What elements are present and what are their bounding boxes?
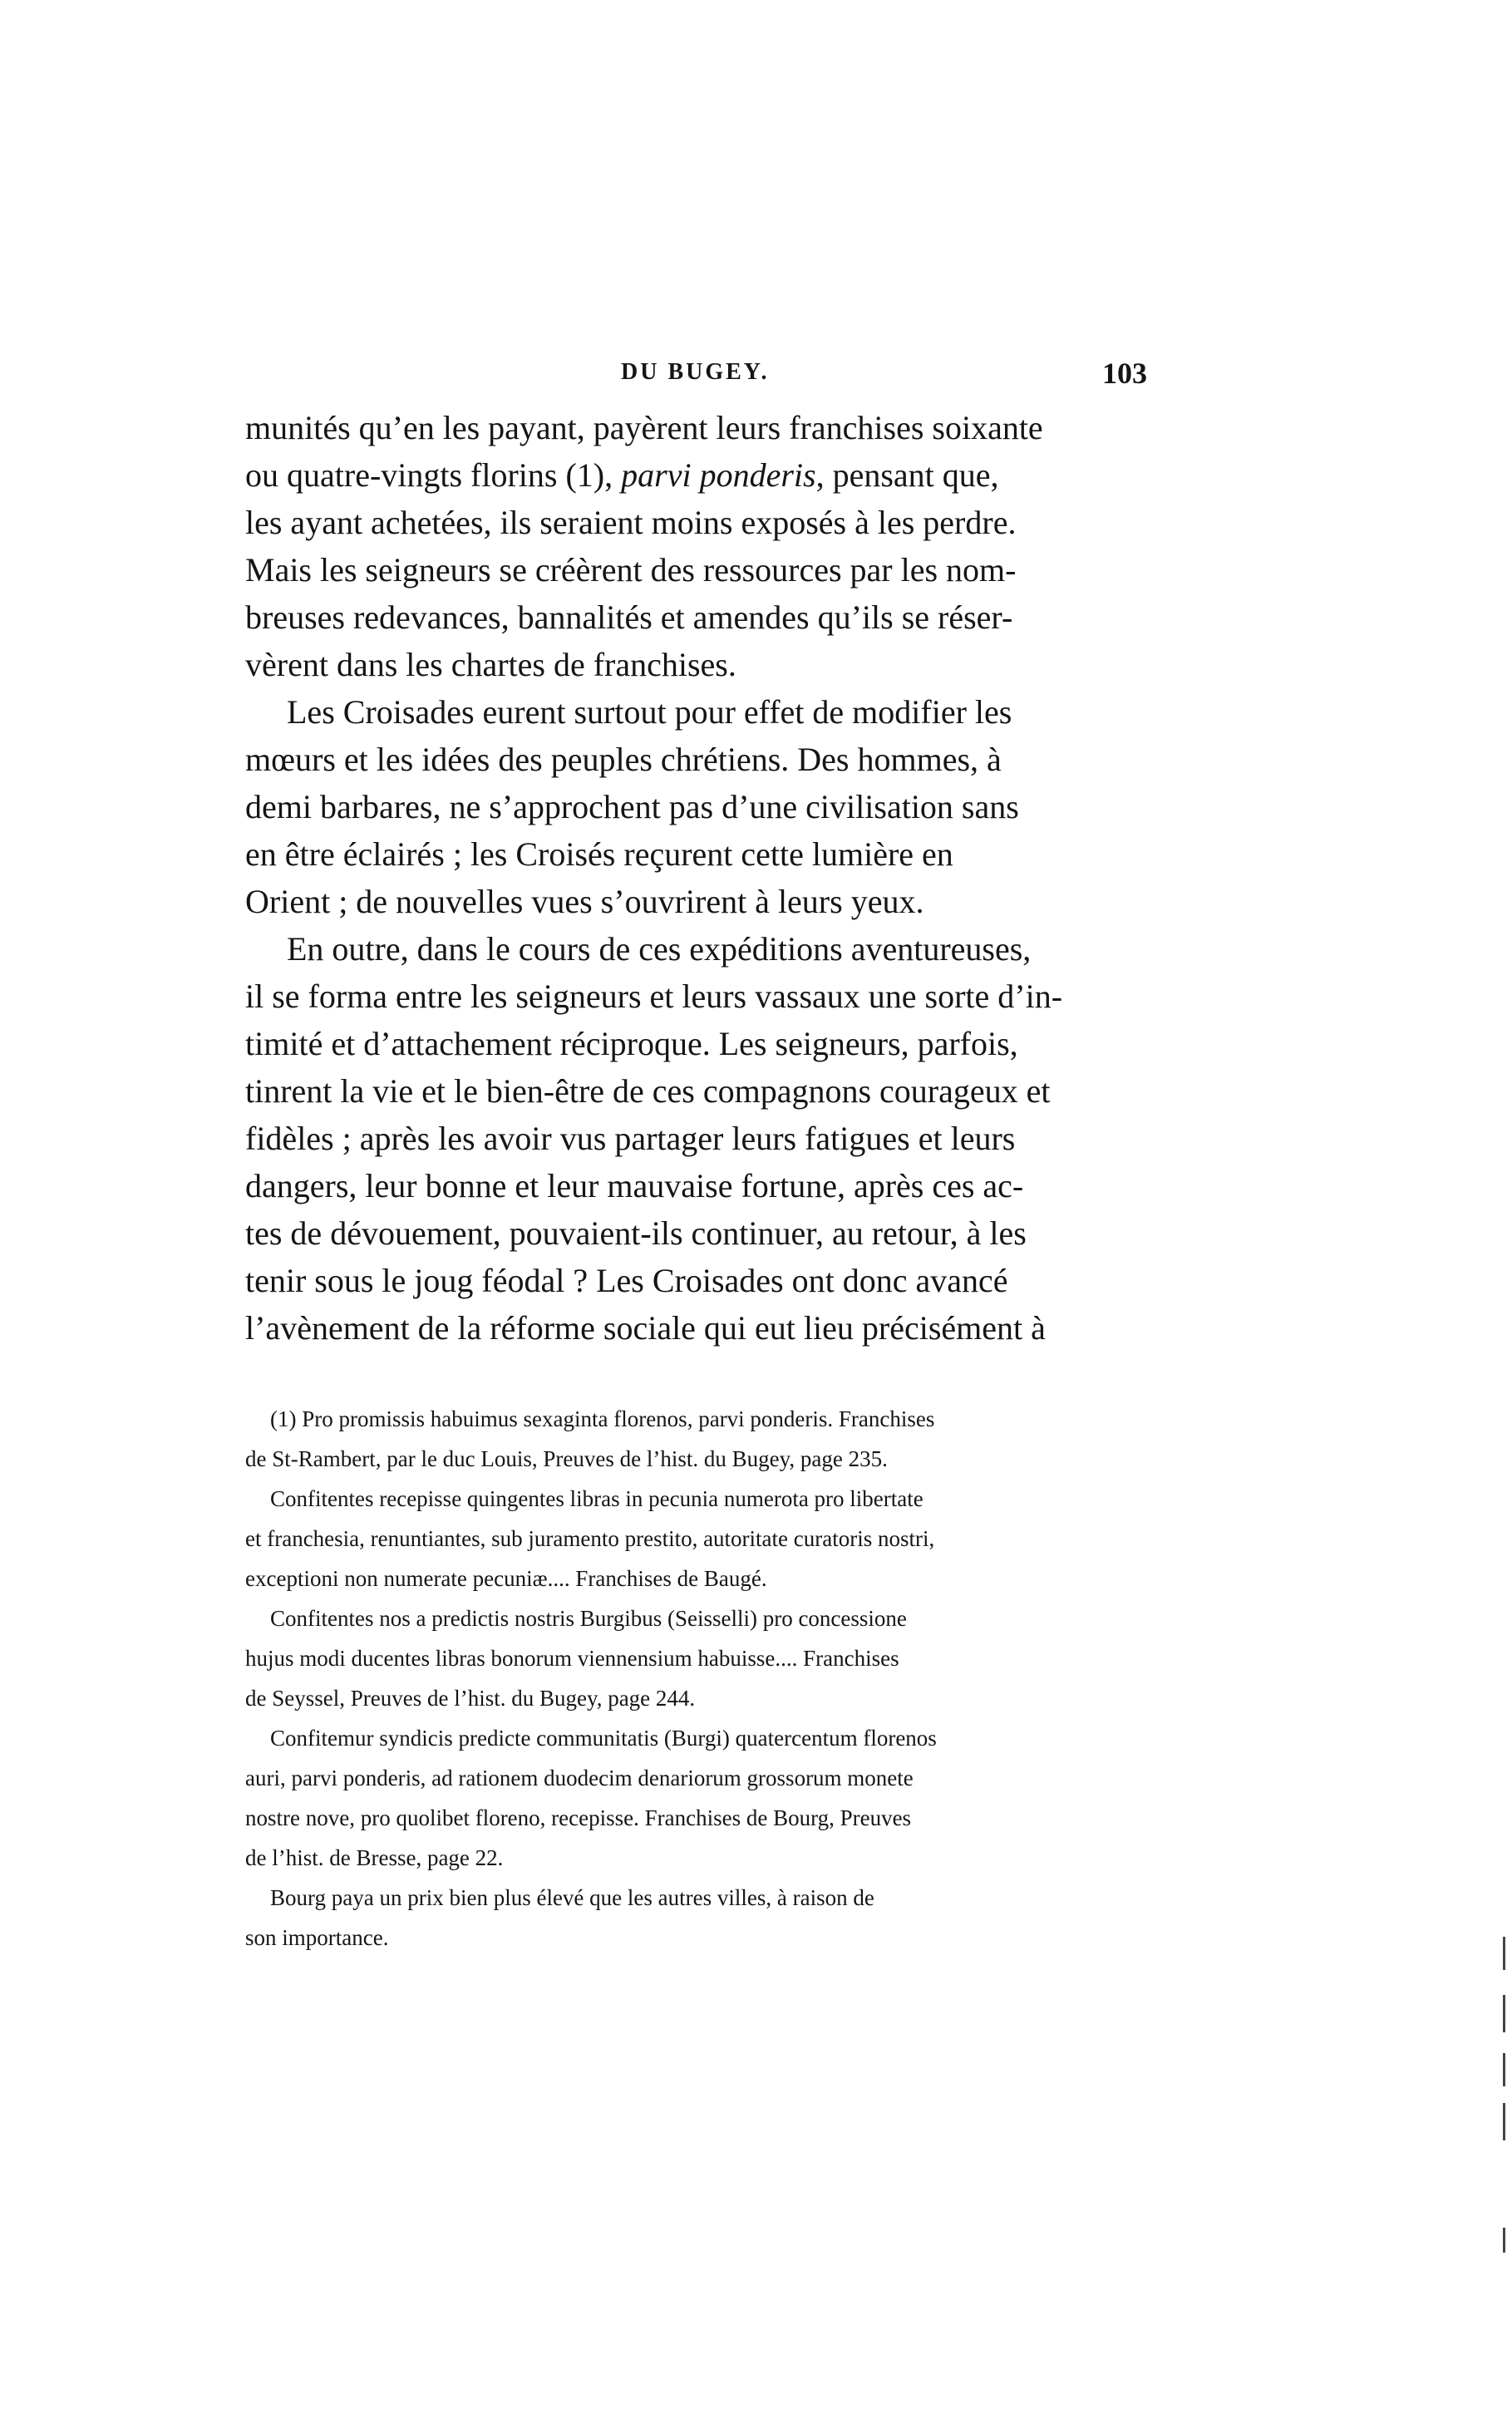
scan-edge-mark	[1503, 2228, 1505, 2253]
text-line: Les Croisades eurent surtout pour effet de modifier les	[287, 693, 1012, 731]
footnote-line: de St-Rambert, par le duc Louis, Preuves de l’hist. du Bugey, page 235.	[245, 1446, 888, 1471]
body-text	[245, 404, 1147, 1352]
text-line: les ayant achetées, ils seraient moins exposés à les perdre.	[245, 504, 1017, 541]
text-line: fidèles ; après les avoir vus partager leurs fatigues et leurs	[245, 1120, 1016, 1157]
text-line: vèrent dans les chartes de franchises.	[245, 646, 736, 683]
footnote-line: Confitentes recepisse quingentes libras in pecunia numerota pro libertate	[270, 1486, 923, 1511]
footnote-line: hujus modi ducentes libras bonorum viennensium habuisse.... Franchises	[245, 1646, 899, 1671]
text-line: En outre, dans le cours de ces expéditions aventureuses,	[287, 930, 1032, 968]
footnotes	[245, 1399, 1147, 1958]
scan-edge-mark	[1503, 1937, 1505, 1970]
text-line: munités qu’en les payant, payèrent leurs franchises soixante	[245, 409, 1043, 446]
page-number: 103	[1102, 357, 1147, 390]
footnote-line: Confitemur syndicis predicte communitatis (Burgi) quatercentum florenos	[270, 1726, 937, 1751]
text-line: l’avènement de la réforme sociale qui eut lieu précisément à	[245, 1309, 1046, 1347]
footnote-line: exceptioni non numerate pecuniæ.... Franchises de Baugé.	[245, 1566, 767, 1591]
page-header	[245, 356, 1147, 392]
scan-edge-mark	[1503, 2053, 1505, 2086]
text-fragment: ou quatre-vingts florins (1), parvi ponderis, pensant que,	[245, 456, 999, 494]
text-line	[245, 451, 1147, 499]
footnote-line: Bourg paya un prix bien plus élevé que les autres villes, à raison de	[270, 1885, 874, 1910]
text-line: tes de dévouement, pouvaient-ils continuer, au retour, à les	[245, 1214, 1027, 1252]
text-line: Mais les seigneurs se créèrent des ressources par les nom-	[245, 551, 1017, 589]
text-line: breuses redevances, bannalités et amendes qu’ils se réser-	[245, 598, 1013, 636]
text-line: mœurs et les idées des peuples chrétiens. Des hommes, à	[245, 741, 1002, 778]
text-line: il se forma entre les seigneurs et leurs vassaux une sorte d’in-	[245, 978, 1063, 1015]
text-line: en être éclairés ; les Croisés reçurent cette lumière en	[245, 835, 953, 873]
text-line: demi barbares, ne s’approchent pas d’une civilisation sans	[245, 788, 1019, 825]
footnote-line: de l’hist. de Bresse, page 22.	[245, 1845, 504, 1870]
text-line: tinrent la vie et le bien-être de ces compagnons courageux et	[245, 1072, 1051, 1110]
footnote-line: et franchesia, renuntiantes, sub juramento prestito, autoritate curatoris nostri,	[245, 1526, 935, 1551]
footnote-line: de Seyssel, Preuves de l’hist. du Bugey, page 244.	[245, 1686, 696, 1711]
footnote-line: nostre nove, pro quolibet floreno, recepisse. Franchises de Bourg, Preuves	[245, 1805, 912, 1830]
running-title: DU BUGEY.	[621, 359, 770, 385]
footnote-line: (1) Pro promissis habuimus sexaginta florenos, parvi ponderis. Franchises	[270, 1406, 935, 1431]
footnote-line: son importance.	[245, 1925, 389, 1950]
scan-edge-mark	[1503, 1995, 1505, 2032]
text-line: timité et d’attachement réciproque. Les seigneurs, parfois,	[245, 1025, 1018, 1062]
text-line: dangers, leur bonne et leur mauvaise fortune, après ces ac-	[245, 1167, 1024, 1204]
scan-edge-mark	[1503, 2103, 1505, 2140]
footnote-line: auri, parvi ponderis, ad rationem duodecim denariorum grossorum monete	[245, 1766, 914, 1790]
footnote-line: Confitentes nos a predictis nostris Burgibus (Seisselli) pro concessione	[270, 1606, 907, 1631]
text-line: tenir sous le joug féodal ? Les Croisades ont donc avancé	[245, 1262, 1008, 1299]
text-line: Orient ; de nouvelles vues s’ouvrirent à leurs yeux.	[245, 883, 924, 920]
